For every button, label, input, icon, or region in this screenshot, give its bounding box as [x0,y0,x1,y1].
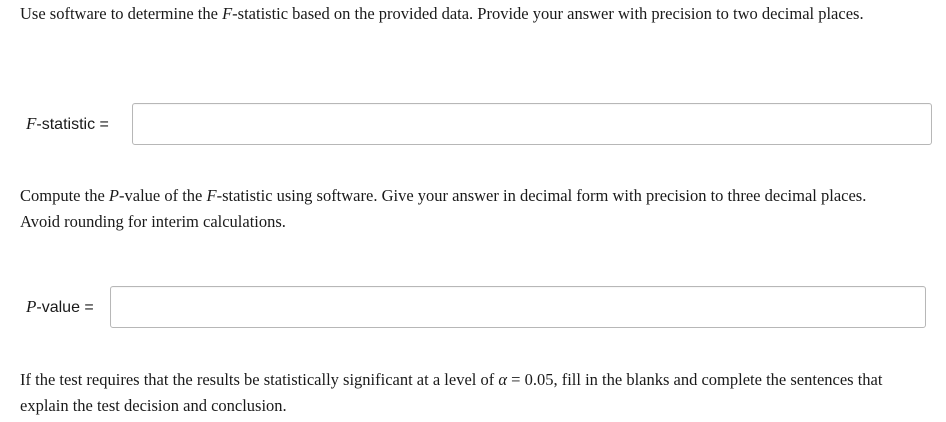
alpha-symbol: α [498,370,508,389]
question-2-text [20,183,900,235]
question-2-part2: -value of the [119,186,207,205]
p-value-answer-row [20,286,926,328]
question-3-text-after: , fill in the blanks and complete the sentences that explain the test decision and conclusion. [20,370,883,415]
p-label-rest: -value = [36,299,94,316]
question-3-text [20,367,900,419]
alpha-value: 0.05 [524,370,554,389]
f-label-symbol: F [26,114,37,133]
p-value-input[interactable] [110,286,926,328]
alpha-equals: = [507,370,525,389]
question-2-part1: Compute the [20,186,109,205]
p-symbol: P [108,186,119,205]
f-label-rest: -statistic = [36,116,109,133]
question-3-text-before: If the test requires that the results be statistically significant at a level of [20,370,499,389]
f-symbol-2: F [206,186,217,205]
question-1-text-before: Use software to determine the [20,4,223,23]
f-statistic-answer-row [20,103,932,145]
f-statistic-input[interactable] [132,103,932,145]
question-1-text-after: -statistic based on the provided data. Provide your answer with precision to two decimal places. [232,4,864,23]
f-symbol: F [222,4,233,23]
p-label-symbol: P [26,297,37,316]
f-statistic-label [26,114,132,134]
question-2-part3: -statistic using software. Give your answer in decimal form with precision to three decimal places. Avoid rounding for interim calculations. [20,186,867,231]
p-value-label [26,297,110,317]
question-1-text [20,1,900,27]
